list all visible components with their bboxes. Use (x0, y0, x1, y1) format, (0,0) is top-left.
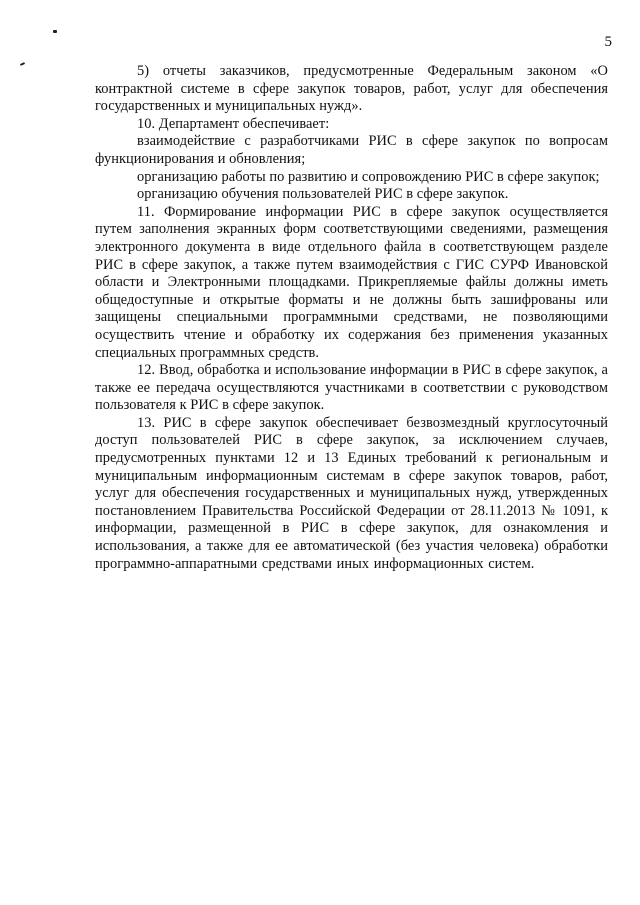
paragraph-developer-interaction: взаимодействие с разработчиками РИС в сфере закупок по вопросам функционирования и обновления; (95, 133, 608, 167)
scan-speck-mark (20, 62, 25, 66)
paragraph-user-training: организацию обучения пользователей РИС в сфере закупок. (137, 186, 509, 203)
paragraph-reports: 5) отчеты заказчиков, предусмотренные Федеральным законом «О контрактной системе в сфере закупок товаров, работ, услуг для обеспечения государственных и муниципальных нужд». (95, 63, 608, 115)
document-body (95, 63, 608, 573)
paragraph-information-formation: 11. Формирование информации РИС в сфере закупок осуществляется путем заполнения экранных форм соответствующими сведениями, размещения электронного документа в виде отдельного файла в соответствующем разделе РИС в сфере закупок, а также путем взаимодействия с ГИС СУРФ Ивановской области и Электронными площадками. Прикрепляемые файлы должны иметь общедоступные и открытые форматы и не должны быть зашифрованы или защищены специальными программными средствами, не позволяющими осуществить чтение и обработку их содержания без применения указанных специальных программных средств. (95, 203, 608, 361)
paragraph-development-support: организацию работы по развитию и сопровождению РИС в сфере закупок; (137, 168, 600, 185)
scan-speck-mark (53, 30, 57, 33)
page-number: 5 (604, 34, 612, 50)
paragraph-department-heading: 10. Департамент обеспечивает: (137, 115, 330, 132)
paragraph-input-processing: 12. Ввод, обработка и использование информации в РИС в сфере закупок, а также ее передача осуществляются участниками в соответствии с руководством пользователя к РИС в сфере закупок. (95, 362, 608, 414)
paragraph-public-access: 13. РИС в сфере закупок обеспечивает безвозмездный круглосуточный доступ пользователей РИС в сфере закупок, за исключением случаев, предусмотренных пунктами 12 и 13 Единых требований к региональным и муниципальным информационным системам в сфере закупок товаров, работ, услуг для обеспечения государственных и муниципальных нужд, утвержденных постановлением Правительства Российской Федерации от 28.11.2013 № 1091, к информации, размещенной в РИС в сфере закупок, для ознакомления и использования, а также для ее автоматической (без участия человека) обработки программно-аппаратными средствами иных информационных систем. (95, 414, 608, 572)
